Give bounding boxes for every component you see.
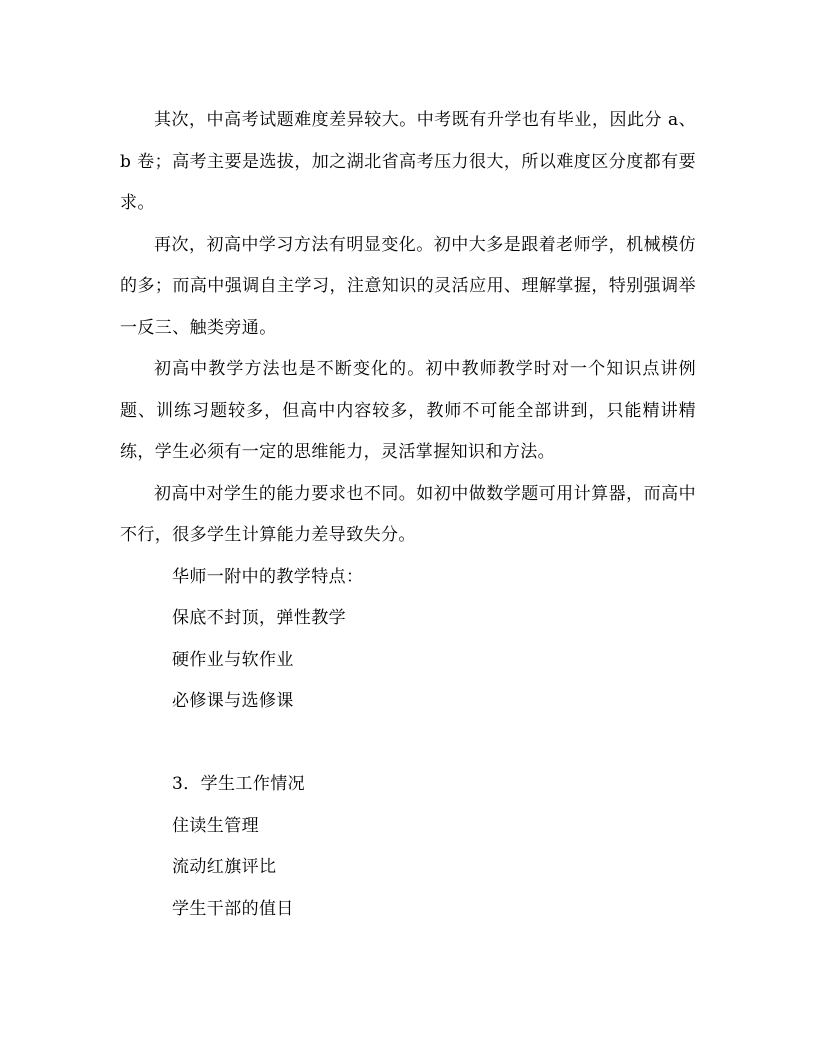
section-item: 住读生管理 [172, 815, 259, 836]
paragraph: 初高中对学生的能力要求也不同。如初中做数学题可用计算器，而高中不行，很多学生计算能力差导致失分。 [120, 483, 696, 545]
features-heading: 华师一附中的教学特点： [172, 566, 364, 587]
feature-item: 硬作业与软作业 [172, 649, 294, 670]
paragraph: 再次，初高中学习方法有明显变化。初中大多是跟着老师学，机械模仿的多；而高中强调自主学习，注意知识的灵活应用、理解掌握，特别强调举一反三、触类旁通。 [120, 234, 696, 338]
feature-item: 必修课与选修课 [172, 691, 294, 711]
section-item: 学生干部的值日 [172, 898, 294, 919]
paragraph: 初高中教学方法也是不断变化的。初中教师教学时对一个知识点讲例题、训练习题较多，但高中内容较多，教师不可能全部讲到，只能精讲精练，学生必须有一定的思维能力，灵活掌握知识和方法。 [120, 359, 696, 462]
feature-item: 保底不封顶，弹性教学 [172, 608, 346, 628]
section-item: 流动红旗评比 [172, 857, 277, 877]
blank-line [120, 723, 696, 765]
document-body [120, 100, 696, 930]
paragraph: 其次，中高考试题难度差异较大。中考既有升学也有毕业，因此分 a、b 卷；高考主要是选拔，加之湖北省高考压力很大，所以难度区分度都有要求。 [120, 110, 696, 213]
section-heading: 3．学生工作情况 [172, 774, 306, 794]
